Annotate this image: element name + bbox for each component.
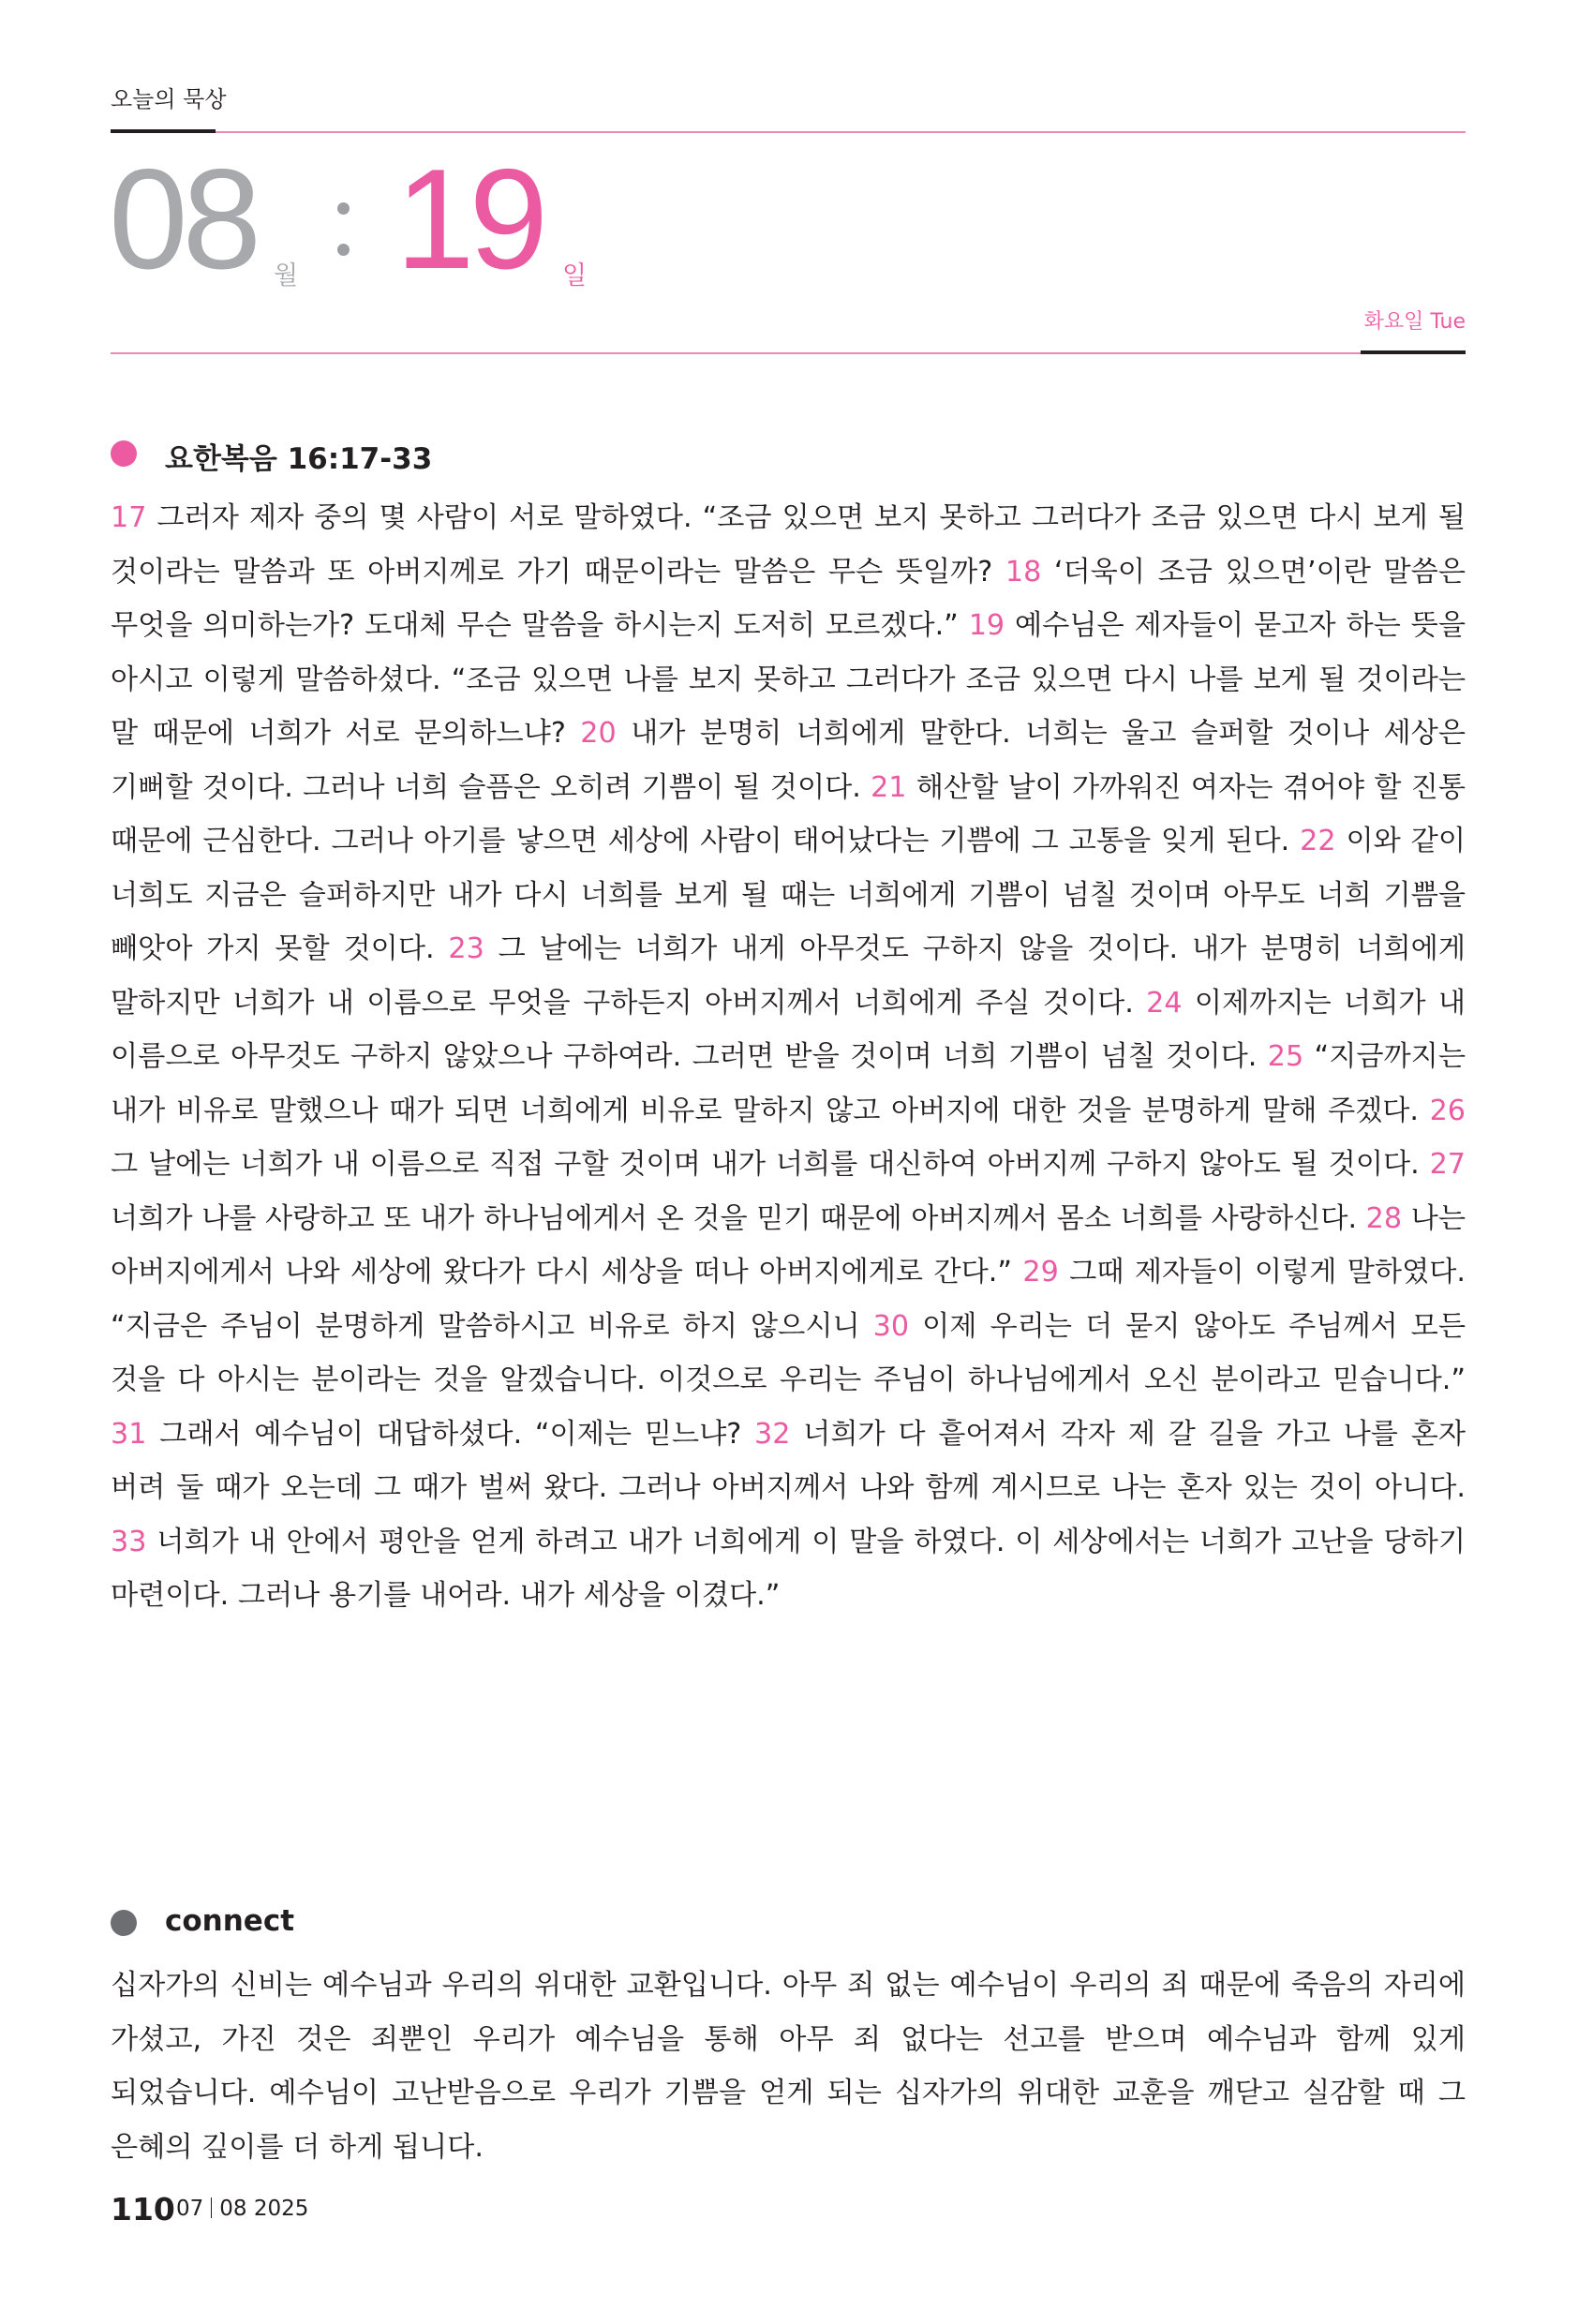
issue-month-end: 08 2025 [219,2197,309,2221]
verse-text: 그때 제자들이 이렇게 말하였다. “지금은 주님이 분명하게 말씀하시고 비유로 하지 않으시니 [111,1256,1466,1343]
scripture-passage [111,491,1466,1623]
month-number: 08 [109,140,257,299]
verse-text: 그래서 예수님이 대답하셨다. “이제는 믿느냐? [146,1417,754,1451]
connect-text: 십자가의 신비는 예수님과 우리의 위대한 교환입니다. 아무 죄 없는 예수님이 우리의 죄 때문에 죽음의 자리에 가셨고, 가진 것은 죄뿐인 우리가 예수님을 통해 아무 죄 없다는 선고를 받으며 예수님과 함께 있게 되었습니다. 예수님이 고난받음으로 우리가 기쁨을 얻게 되는 십자가의 위대한 교훈을 깨닫고 실감할 때 그 은혜의 깊이를 더 하게 됩니다. [111,1969,1466,2164]
date-colon [337,197,350,262]
verse-number: 29 [1022,1256,1059,1289]
header-rule [216,131,1466,133]
verse-number: 23 [448,932,484,965]
verse-text: 이제 우리는 더 묻지 않아도 주님께서 모든 것을 다 아시는 분이라는 것을 알겠습니다. 이것으로 우리는 주님이 하나님에게서 오신 분이라고 믿습니다.” [111,1309,1466,1396]
date-rule [111,352,1361,354]
weekday-label: 화요일 Tue [1363,310,1466,334]
verse-text: 너희가 다 흩어져서 각자 제 갈 길을 가고 나를 혼자 버려 둘 때가 오는데 그 때가 벌써 왔다. 그러나 아버지께서 나와 함께 계시므로 나는 혼자 있는 것이 아니다. [111,1417,1466,1504]
verse-text: “지금까지는 내가 비유로 말했으나 때가 되면 너희에게 비유로 말하지 않고 아버지에 대한 것을 분명하게 말해 주겠다. [111,1040,1466,1127]
verse-number: 25 [1267,1040,1304,1073]
verse-number: 17 [111,501,147,534]
verse-number: 26 [1429,1094,1466,1127]
scripture-reference: 요한복음 16:17-33 [165,442,433,476]
connect-bullet-icon [111,1910,137,1936]
verse-number: 21 [871,770,907,804]
verse-number: 20 [580,717,617,750]
verse-number: 32 [754,1417,791,1451]
verse-text: 너희가 나를 사랑하고 또 내가 하나님에게서 온 것을 믿기 때문에 아버지께서 몸소 너희를 사랑하신다. [111,1201,1366,1235]
section-label: 오늘의 묵상 [111,86,227,112]
issue-label [176,2197,308,2221]
verse-text: 나는 아버지에게서 나와 세상에 왔다가 다시 세상을 떠나 아버지에게로 간다.” [111,1201,1466,1289]
scripture-bullet-icon [111,440,137,467]
issue-month-start: 07 [176,2197,204,2221]
verse-text: 해산할 날이 가까워진 여자는 겪어야 할 진통 때문에 근심한다. 그러나 아기를 낳으면 세상에 사람이 태어났다는 기쁨에 그 고통을 잊게 된다. [111,770,1466,857]
header-rule-accent [111,129,216,133]
verse-text: 예수님은 제자들이 묻고자 하는 뜻을 아시고 이렇게 말씀하셨다. “조금 있으면 나를 보지 못하고 그러다가 조금 있으면 다시 나를 보게 될 것이라는 말 때문에 너희가 서로 문의하느냐? [111,609,1466,750]
verse-text: 그 날에는 너희가 내 이름으로 직접 구할 것이며 내가 너희를 대신하여 아버지께 구하지 않아도 될 것이다. [111,1148,1430,1181]
date-rule-accent [1361,350,1466,354]
verse-text: 너희가 내 안에서 평안을 얻게 하려고 내가 너희에게 이 말을 하였다. 이 세상에서는 너희가 고난을 당하기 마련이다. 그러나 용기를 내어라. 내가 세상을 이겼다.” [111,1525,1466,1612]
verse-number: 27 [1429,1148,1466,1181]
verse-text: 그 날에는 너희가 내게 아무것도 구하지 않을 것이다. 내가 분명히 너희에게 말하지만 너희가 내 이름으로 무엇을 구하든지 아버지께서 너희에게 주실 것이다. [111,932,1466,1020]
day-unit: 일 [562,261,588,290]
verse-text: 그러자 제자 중의 몇 사람이 서로 말하였다. “조금 있으면 보지 못하고 그러다가 조금 있으면 다시 보게 될 것이라는 말씀과 또 아버지께로 가기 때문이라는 말씀은 무슨 뜻일까? [111,501,1466,588]
verse-text: ‘더욱이 조금 있으면’이란 말씀은 무엇을 의미하는가? 도대체 무슨 말씀을 하시는지 도저히 모르겠다.” [111,555,1466,642]
verse-number: 30 [872,1309,910,1343]
connect-title: connect [165,1904,295,1938]
verse-text: 이제까지는 너희가 내 이름으로 아무것도 구하지 않았으나 구하여라. 그러면 받을 것이며 너희 기쁨이 넘칠 것이다. [111,986,1466,1073]
month-unit: 월 [274,261,299,290]
verse-number: 18 [1005,555,1042,588]
verse-number: 31 [111,1417,147,1451]
verse-number: 22 [1300,825,1336,857]
page-number: 110 [111,2191,175,2227]
verse-text: 이와 같이 너희도 지금은 슬퍼하지만 내가 다시 너희를 보게 될 때는 너희에게 기쁨이 넘칠 것이며 아무도 너희 기쁨을 빼앗아 가지 못할 것이다. [111,825,1466,965]
verse-number: 33 [111,1525,147,1558]
verse-number: 24 [1146,986,1183,1020]
issue-divider [211,2197,212,2218]
verse-number: 19 [968,609,1005,642]
day-number: 19 [395,140,543,299]
verse-number: 28 [1365,1201,1403,1235]
verse-text: 내가 분명히 너희에게 말한다. 너희는 울고 슬퍼할 것이나 세상은 기뻐할 것이다. 그러나 너희 슬픔은 오히려 기쁨이 될 것이다. [111,717,1466,804]
